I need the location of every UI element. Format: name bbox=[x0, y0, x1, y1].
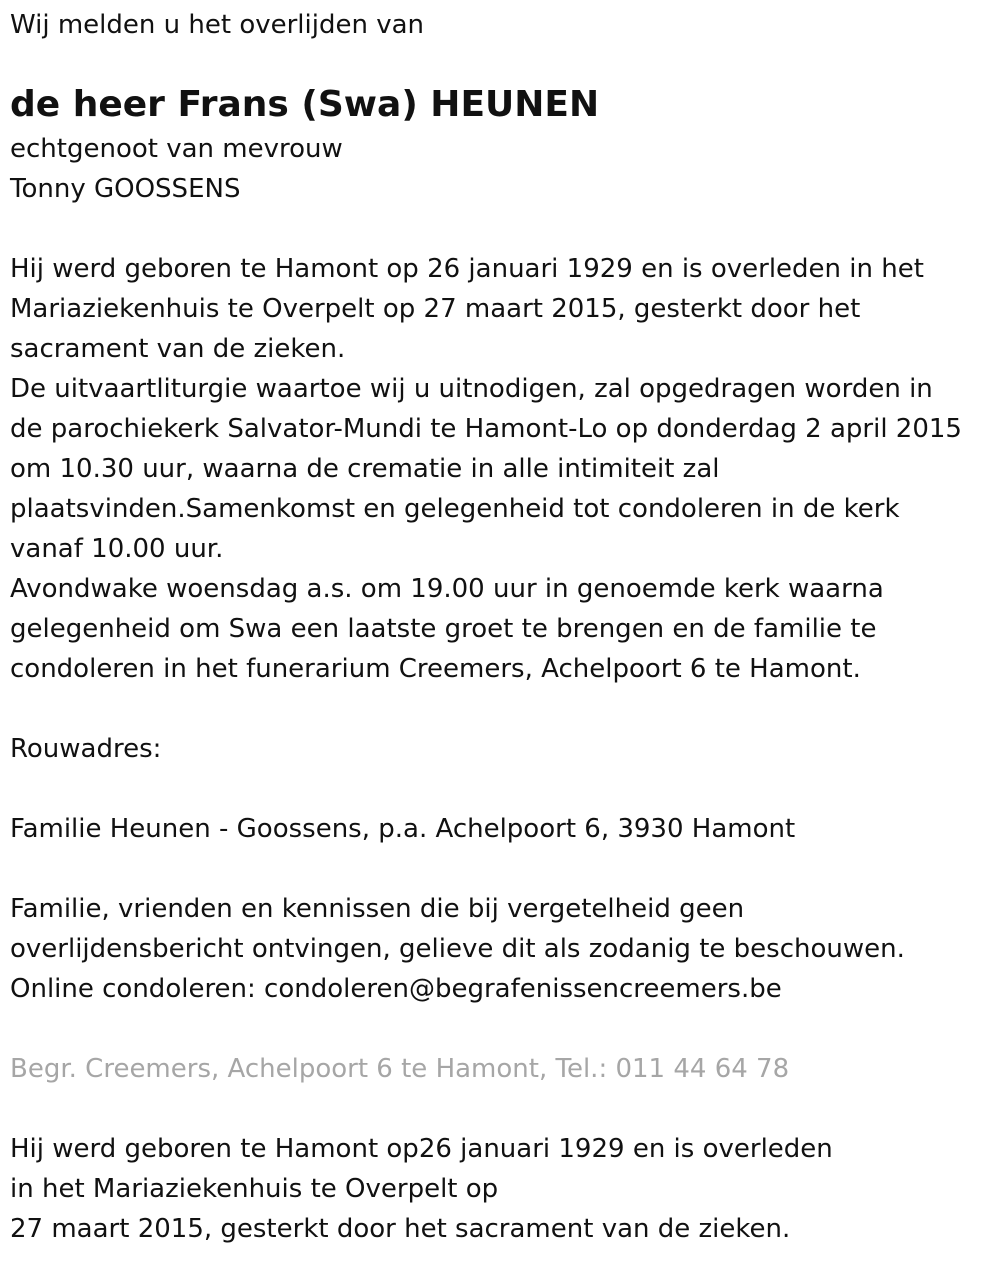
details-line: om 10.30 uur, waarna de crematie in alle intimiteit zal bbox=[10, 454, 720, 484]
paragraph-birth-death bbox=[10, 1129, 990, 1249]
birth-death-line: in het Mariaziekenhuis te Overpelt op bbox=[10, 1174, 499, 1204]
spacer bbox=[10, 209, 990, 249]
paragraph-details bbox=[10, 249, 990, 689]
details-line: vanaf 10.00 uur. bbox=[10, 534, 224, 564]
details-line: De uitvaartliturgie waartoe wij u uitnodigen, zal opgedragen worden in bbox=[10, 374, 933, 404]
notice-line: overlijdensbericht ontvingen, gelieve dit als zodanig te beschouwen. bbox=[10, 934, 905, 964]
spacer bbox=[10, 689, 990, 729]
details-line: Hij werd geboren te Hamont op 26 januari 1929 en is overleden in het bbox=[10, 254, 924, 284]
spacer bbox=[10, 849, 990, 889]
deceased-name: de heer Frans (Swa) HEUNEN bbox=[10, 84, 600, 125]
intro-text: Wij melden u het overlijden van bbox=[10, 10, 425, 40]
spacer bbox=[10, 1089, 990, 1129]
notice-line: Familie, vrienden en kennissen die bij vergetelheid geen bbox=[10, 894, 745, 924]
undertaker-info: Begr. Creemers, Achelpoort 6 te Hamont, Tel.: 011 44 64 78 bbox=[10, 1054, 790, 1084]
mourning-address-label: Rouwadres: bbox=[10, 734, 162, 764]
spacer bbox=[10, 1009, 990, 1049]
spacer bbox=[10, 769, 990, 809]
details-line: gelegenheid om Swa een laatste groet te brengen en de familie te bbox=[10, 614, 877, 644]
details-line: sacrament van de zieken. bbox=[10, 334, 346, 364]
birth-death-line: 27 maart 2015, gesterkt door het sacrament van de zieken. bbox=[10, 1214, 791, 1244]
spouse-line-1: echtgenoot van mevrouw bbox=[10, 134, 343, 164]
details-line: de parochiekerk Salvator-Mundi te Hamont-Lo op donderdag 2 april 2015 bbox=[10, 414, 962, 444]
birth-death-line: Hij werd geboren te Hamont op26 januari 1929 en is overleden bbox=[10, 1134, 833, 1164]
details-line: Mariaziekenhuis te Overpelt op 27 maart 2015, gesterkt door het bbox=[10, 294, 861, 324]
spouse-line-2: Tonny GOOSSENS bbox=[10, 174, 241, 204]
mourning-address: Familie Heunen - Goossens, p.a. Achelpoort 6, 3930 Hamont bbox=[10, 814, 796, 844]
online-condolence-line: Online condoleren: condoleren@begrafenissencreemers.be bbox=[10, 974, 782, 1004]
paragraph-notice bbox=[10, 889, 990, 1009]
details-line: condoleren in het funerarium Creemers, Achelpoort 6 te Hamont. bbox=[10, 654, 861, 684]
details-line: plaatsvinden.Samenkomst en gelegenheid tot condoleren in de kerk bbox=[10, 494, 900, 524]
details-line: Avondwake woensdag a.s. om 19.00 uur in genoemde kerk waarna bbox=[10, 574, 884, 604]
obituary-notice bbox=[0, 5, 1000, 1249]
